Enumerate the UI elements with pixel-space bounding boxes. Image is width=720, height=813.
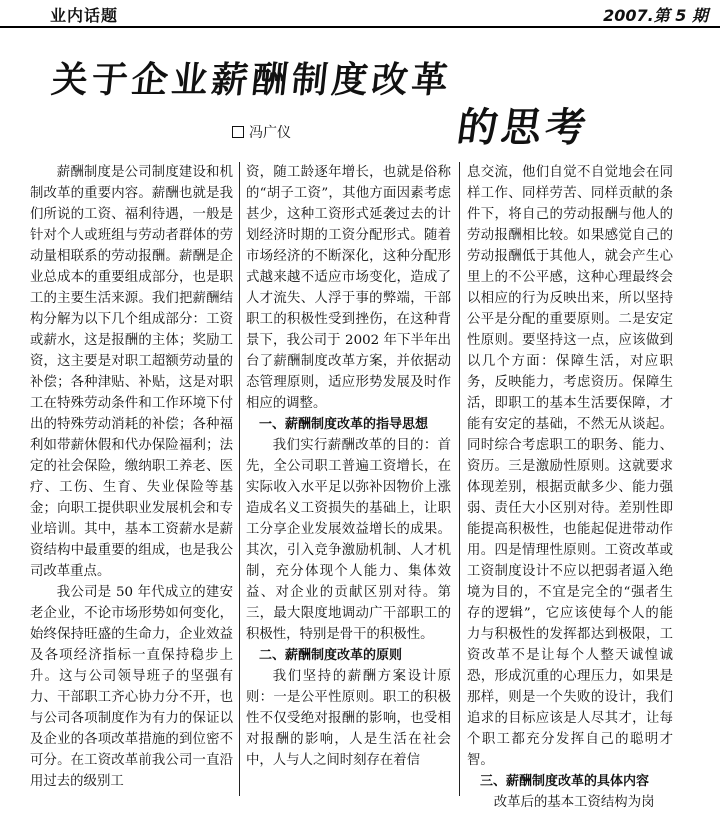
paragraph: 我们实行薪酬改革的目的：首先，全公司职工普遍工资增长，在实际收入水平足以弥补因物价上涨造成名义工资损失的基础上，让职工分享企业发展效益增长的成果。其次，引入竞争激励机制、人才机制，充分体现个人能力、集体效益、对企业的贡献区别对待。第三，最大限度地调动广干部职工的积极性，特别是骨干的积极性。 [246, 438, 451, 642]
byline [232, 122, 291, 142]
header-rule [0, 26, 720, 28]
text-column-2 [246, 162, 451, 796]
page-header [0, 0, 720, 28]
section-label: 业内话题 [50, 6, 119, 25]
section-heading: 二、薪酬制度改革的原则 [259, 648, 403, 663]
article-title-line2: 的思考 [454, 105, 593, 151]
paragraph: 息交流，他们自觉不自觉地会在同样工作、同样劳苦、同样贡献的条件下，将自己的劳动报酬与他人的劳动报酬相比较。如果感觉自己的劳动报酬低于其他人，就会产生心里上的不公平感，这种心理最终会以相应的行为反映出来，所以坚持公平是分配的重要原则。二是安定性原则。要坚持这一点，应该做到以几个方面：保障生活，对应职务，反映能力，考虑资历。保障生活，即职工的基本生活要保障，才能有安定的基础，不然无从谈起。同时综合考虑职工的职务、能力、资历。三是激励性原则。这就要求体现差别，根据贡献多少、能力强弱、责任大小区别对待。差别性即能提高积极性，也能起促进带动作用。四是情理性原则。工资改革或工资制度设计不应以把弱者逼入绝境为目的，不宜是完全的“强者生存的逻辑”，它应该使每个人的能力与积极性的发挥都达到极限，工资改革不是让每个人整天诚惶诚恐，形成沉重的心理压力，如果是那样，则是一个失败的设计，我们追求的目标应该是人尽其才，让每个职工都充分发挥自己的聪明才智。 [467, 165, 673, 768]
section-heading: 三、薪酬制度改革的具体内容 [480, 774, 650, 789]
section-heading: 一、薪酬制度改革的指导思想 [259, 417, 429, 432]
paragraph: 我公司是 50 年代成立的建安老企业，不论市场形势如何变化，始终保持旺盛的生命力，企业效益及各项经济指标一直保持稳步上升。这与公司领导班子的坚强有力、干部职工齐心协力分不开，也与公司各项制度作为有力的保证以及企业的各项改革措施的到位密不可分。在工资改革前我公司一直沿用过去的级别工 [30, 585, 233, 789]
column-divider [459, 162, 460, 796]
text-column-3 [467, 162, 673, 810]
paragraph: 我们坚持的薪酬方案设计原则：一是公平性原则。职工的积极性不仅受绝对报酬的影响，也受相对报酬的影响，人是生活在社会中，人与人之间时刻存在着信 [246, 669, 451, 768]
paragraph: 资，随工龄逐年增长，也就是俗称的“胡子工资”，其他方面因素考虑甚少，这种工资形式延袭过去的计划经济时期的工资分配形式。随着市场经济的不断深化，这种分配形式越来越不适应市场变化，造成了人才流失、人浮于事的弊端，干部职工的积极性受到挫伤，在这种背景下，我公司于 2002 年下半年出台了薪酬制度改革方案，并依据动态管理原则，适应形势发展及时作相应的调整。 [246, 165, 451, 411]
square-bullet-icon [232, 126, 244, 138]
text-column-1 [30, 162, 233, 796]
column-divider [239, 162, 240, 796]
paragraph: 薪酬制度是公司制度建设和机制改革的重要内容。薪酬也就是我们所说的工资、福利待遇，一般是针对个人或班组与劳动者群体的劳动量相联系的劳动报酬。薪酬是企业总成本的重要组成部分，也是职工的主要生活来源。我们把薪酬结构分解为以下几个组成部分：工资或薪水，这是报酬的主体；奖励工资，这主要是对职工超额劳动量的补偿；各种津贴、补贴，这是对职工在特殊劳动条件和工作环境下付出的特殊劳动消耗的补偿；各种福利如带薪休假和代办保险福利；法定的社会保险，缴纳职工养老、医疗、工伤、生育、失业保险等基金；向职工提供职业发展机会和专业培训。其中，基本工资薪水是薪资结构中最重要的组成，也是我公司改革重点。 [30, 165, 233, 579]
article-title-line1: 关于企业薪酬制度改革 [49, 60, 454, 101]
author-name: 冯广仪 [249, 125, 291, 141]
paragraph: 改革后的基本工资结构为岗 [493, 795, 655, 810]
issue-number: 2007.第 5 期 [603, 6, 708, 25]
